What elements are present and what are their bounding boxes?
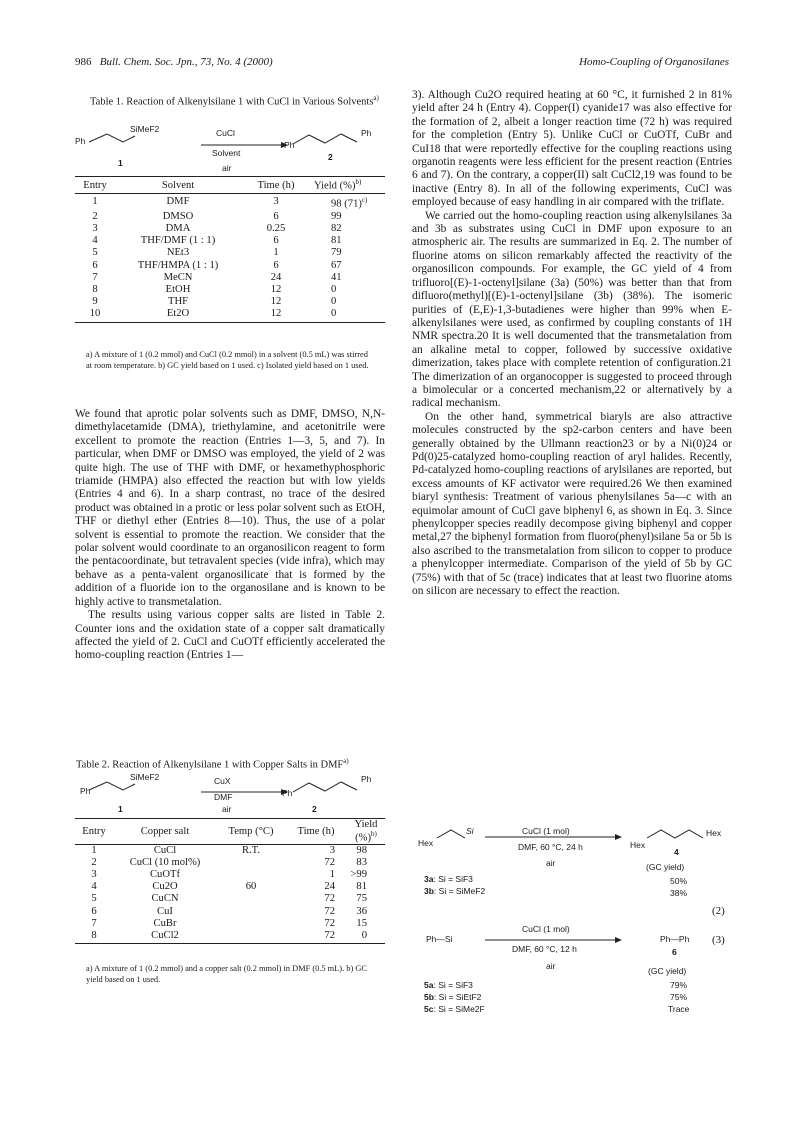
t2-cell: CuOTf xyxy=(149,868,180,880)
t2-cell: CuCl2 xyxy=(113,930,217,944)
t1-cell: 5 xyxy=(92,247,98,259)
right-paragraph-2: We carried out the homo-coupling reaction using alkenylsilanes 3a and 3b as substrates using CuCl in DMF upon exposure to an atmospheric air. The results are summarized in Eq. 2. The number of fluorine atoms on silicon remarkably affected the reactivity of the organosilicon compounds. For example, the GC yield of 4 from trifluoro[(E)-1-octenyl]silane (3a) (50%) was better than that from difluoro(methyl)[(E)-1-octenyl]silane (3b) (38%). The isomeric purities of (E,E)-1,3-butadienes were higher than 99% when E-alkenylsilanes were used, as confirmed by coupling constants of 1H NMR spectra.20 It is well documented that the transmetalation from an alkaline metal to copper, followed by successive oxidative dimerization, takes place with complete retention of configuration.21 The dimerization of an organocopper is suggested to proceed through a bimolecular or a concerted mechanism,22 or alternatively by a radical mechanism. xyxy=(412,209,732,410)
t2-cell: 1 xyxy=(329,868,335,880)
t2-cell: 72 xyxy=(324,893,335,905)
table-row xyxy=(75,906,385,918)
t2-cell: 72 xyxy=(285,930,347,944)
t2-cell: 98 xyxy=(356,844,367,856)
t1-reagent-top: CuCl xyxy=(216,128,235,138)
eq2-reagent-bottom: air xyxy=(546,858,556,868)
t2-cell: CuCN xyxy=(151,893,179,905)
table-row xyxy=(75,223,385,235)
t1-cell: 12 xyxy=(270,283,282,295)
table-row xyxy=(75,235,385,247)
t1-cell: 7 xyxy=(92,271,98,283)
eq2-yield-3b: 38% xyxy=(670,888,688,898)
t1-cell: MeCN xyxy=(163,271,193,283)
t2-cell: 1 xyxy=(91,844,97,856)
t2-product-ph-left: Ph xyxy=(282,788,293,798)
t1-cell: 12 xyxy=(270,296,282,308)
eq2-item-def: : Si = SiMeF2 xyxy=(433,886,486,896)
t1-cell: 10 xyxy=(75,308,115,322)
t1-cell: 0.25 xyxy=(266,222,286,234)
t2-cell: 24 xyxy=(324,881,335,893)
eq3-reagent-mid: DMF, 60 °C, 12 h xyxy=(512,944,577,954)
t2-product-ph-right: Ph xyxy=(361,774,372,784)
t1-cell-text: 98 (71) xyxy=(331,198,362,210)
t2-cell: Cu2O xyxy=(152,881,178,893)
table2 xyxy=(75,818,385,944)
table2-caption-text: Table 2. Reaction of Alkenylsilane 1 with Copper Salts in DMF xyxy=(76,759,344,771)
t1-cell: 0 xyxy=(311,308,385,322)
t1-product-ph-left: Ph xyxy=(284,140,295,150)
table-row xyxy=(75,893,385,905)
table-row xyxy=(75,211,385,223)
t2-cell: 75 xyxy=(356,893,367,905)
t1-cell: 6 xyxy=(273,210,279,222)
table-row xyxy=(75,869,385,881)
table-row xyxy=(75,284,385,296)
left-paragraph-2: The results using various copper salts are listed in Table 2. Counter ions and the oxidation state of a copper salt dramatically affected the yield of 2. CuCl and CuOTf efficiently accelerated the homo-coupling reaction (Entries 1— xyxy=(75,609,385,662)
table1-header-row xyxy=(75,177,385,194)
eq3-product: Ph—Ph xyxy=(660,934,690,944)
t2-cell: CuBr xyxy=(153,917,177,929)
t2-col-time: Time (h) xyxy=(285,819,347,845)
t1-cell: NEt3 xyxy=(166,247,190,259)
eq3-yield-5a: 79% xyxy=(670,980,688,990)
t1-cell xyxy=(311,194,385,211)
eq2-reagent-mid: DMF, 60 °C, 24 h xyxy=(518,842,583,852)
reactant-chain xyxy=(89,782,135,790)
eq3-product-label: 6 xyxy=(672,947,677,957)
t2-cell: 72 xyxy=(324,856,335,868)
table1 xyxy=(75,176,385,323)
t2-col-salt: Copper salt xyxy=(113,819,217,845)
t2-reagent-top: CuX xyxy=(214,776,231,786)
eq3-yield-5b: 75% xyxy=(670,992,688,1002)
eq3-item-def: : Si = SiF3 xyxy=(433,980,473,990)
t1-row1-sup: c) xyxy=(361,196,368,204)
table-row xyxy=(75,930,385,944)
t2-cell: 83 xyxy=(356,856,367,868)
t1-reagent-mid: Solvent xyxy=(212,148,241,158)
t2-cell: 8 xyxy=(75,930,113,944)
running-title: Homo-Coupling of Organosilanes xyxy=(579,56,729,68)
t1-cell: 4 xyxy=(92,235,98,247)
t2-col-yield-text: Yield (%) xyxy=(354,819,378,844)
t1-cell: THF xyxy=(167,296,188,308)
left-paragraph-1: We found that aprotic polar solvents such as DMF, DMSO, N,N-dimethylacetamide (DMA), triethylamine, and acetonitrile were excellent to promote the reaction (Entries 1—3, 5, and 7). In particular, when DMF or DMSO was employed, the yield of 2 was quite high. The use of THF with DMF, or hexamethyphosphoric triamide (HMPA) also effected the reaction but with low yields (Entries 4 and 6). In a sharp contrast, no trace of the desired product was obtained in a protic or less polar solvent such as EtOH, THF or diethyl ether (Entries 8—10). Thus, the use of a polar solvent is essential to promote the reaction. We consider that the polar solvent would coordinate to an organosilicon reagent to form the pentacoordinate, but tetravalent species (vide infra), which may behave as a penta-valent organosilicate that is formed by the addition of a fluoride ion to the organosilane and is known to be highly active to transmetalation. xyxy=(75,408,385,608)
product-chain xyxy=(293,782,357,792)
eq2-item-3b xyxy=(424,886,485,896)
t1-cell: THF/HMPA (1 : 1) xyxy=(137,259,219,271)
t2-col-yield xyxy=(347,819,385,845)
t2-cell: 2 xyxy=(91,856,97,868)
eq2-number: (2) xyxy=(712,905,725,917)
eq3-reagent-top: CuCl (1 mol) xyxy=(522,924,570,934)
t1-col-yield xyxy=(311,177,385,194)
eq2-reactant-hex: Hex xyxy=(418,838,434,848)
t1-cell: EtOH xyxy=(165,283,191,295)
t2-cell: CuI xyxy=(157,905,173,917)
eq3-item-label: 5a xyxy=(424,980,434,990)
t1-cell: 1 xyxy=(92,196,98,208)
t1-cell: 82 xyxy=(331,222,342,234)
t1-cell: 0 xyxy=(331,296,337,308)
eq3-item-def: : Si = SiEtF2 xyxy=(433,992,482,1002)
t1-reactant-ph: Ph xyxy=(75,136,86,146)
t1-cell: 9 xyxy=(92,296,98,308)
t2-reagent-mid: DMF xyxy=(214,792,233,802)
table-row xyxy=(75,308,385,322)
t2-reagent-bottom: air xyxy=(222,804,232,814)
eq3-reagent-bottom: air xyxy=(546,961,556,971)
t1-col-solvent: Solvent xyxy=(115,177,241,194)
t2-cell: 36 xyxy=(356,905,367,917)
right-paragraph-1: 3). Although Cu2O required heating at 60 °C, it furnished 2 in 81% yield after 24 h (Entry 4). Copper(I) cyanide17 was also effective for the formation of 2, albeit a longer reaction time (72 h) was required for the completion (Entry 5). Unlike CuCl or CuOTf, CuBr and CuI18 that were reportedly effective for the coupling reactions using organotin reagents were less efficient for the present reaction (Entries 6 and 7). On the contrary, a copper(II) salt CuCl2,19 was found to be inactive (Entry 8). In all of the following experiments, CuCl was employed because of easy handling in air compared with the triflate. xyxy=(412,89,732,209)
t1-cell: 79 xyxy=(331,247,342,259)
eq3-item-5c xyxy=(424,1004,485,1014)
table2-caption-sup: a) xyxy=(343,757,349,765)
table1-caption xyxy=(90,92,380,109)
eq3-number: (3) xyxy=(712,934,725,946)
t2-cell: 5 xyxy=(91,893,97,905)
t1-cell: THF/DMF (1 : 1) xyxy=(140,235,216,247)
eq2-item-def: : Si = SiF3 xyxy=(433,874,473,884)
eq2-yield-3a: 50% xyxy=(670,876,688,886)
t2-cell: 6 xyxy=(91,905,97,917)
table-row xyxy=(75,247,385,259)
page-number: 986 xyxy=(75,56,92,68)
t2-cell: 15 xyxy=(356,917,367,929)
t1-cell: DMA xyxy=(165,222,191,234)
t1-cell: 67 xyxy=(331,259,342,271)
left-body xyxy=(75,408,385,663)
t1-cell: 6 xyxy=(273,235,279,247)
eq3-yield-header: (GC yield) xyxy=(648,966,687,976)
table1-caption-text: Table 1. Reaction of Alkenylsilane 1 with CuCl in Various Solvents xyxy=(90,96,374,108)
t1-col-yield-text: Yield (%) xyxy=(314,180,356,192)
t2-cell: 81 xyxy=(356,881,367,893)
t1-cell: 99 xyxy=(331,210,342,222)
eq3-item-5b xyxy=(424,992,481,1002)
eq2-item-label: 3b xyxy=(424,886,434,896)
t2-col-temp: Temp (°C) xyxy=(217,819,285,845)
eq2-bonds xyxy=(415,820,735,860)
t1-cell: 2 xyxy=(92,210,98,222)
page-header-right xyxy=(579,56,729,68)
t1-cell: Et2O xyxy=(115,308,241,322)
t2-cell: 7 xyxy=(91,917,97,929)
table-row xyxy=(75,272,385,284)
product-chain xyxy=(293,134,357,144)
table-row xyxy=(75,296,385,308)
t1-reagent-bottom: air xyxy=(222,163,232,173)
table1-caption-sup: a) xyxy=(373,94,379,102)
eq2-item-label: 3a xyxy=(424,874,434,884)
t2-col-entry: Entry xyxy=(75,819,113,845)
eq3-item-def: : Si = SiMe2F xyxy=(433,1004,485,1014)
table-row xyxy=(75,844,385,857)
t2-cell xyxy=(217,918,285,930)
t1-cell: DMSO xyxy=(162,210,194,222)
t1-product-label: 2 xyxy=(328,152,333,162)
eq2-reagent-top: CuCl (1 mol) xyxy=(522,826,570,836)
eq2-product-hex-right: Hex xyxy=(706,828,722,838)
eq3-yield-5c: Trace xyxy=(668,1004,690,1014)
eq2-arrow-head xyxy=(615,834,622,840)
t2-cell: 0 xyxy=(347,930,385,944)
t2-cell xyxy=(217,869,285,881)
t2-cell xyxy=(217,930,285,944)
eq2-product-label: 4 xyxy=(674,847,679,857)
right-body xyxy=(412,89,732,598)
eq3-reactant: Ph—Si xyxy=(426,934,453,944)
table-row xyxy=(75,194,385,211)
eq2-product-hex-left: Hex xyxy=(630,840,646,850)
t2-cell: 4 xyxy=(91,881,97,893)
t1-cell: DMF xyxy=(166,196,190,208)
t2-product-label: 2 xyxy=(312,804,317,814)
t1-product-ph-right: Ph xyxy=(361,128,372,138)
t2-cell xyxy=(217,893,285,905)
t1-cell: 12 xyxy=(241,308,311,322)
t1-cell: 6 xyxy=(92,259,98,271)
t2-cell xyxy=(217,857,285,869)
t2-cell: 3 xyxy=(91,868,97,880)
eq3-item-label: 5c xyxy=(424,1004,434,1014)
t2-yield-sup: b) xyxy=(371,830,377,838)
t2-cell: 72 xyxy=(324,917,335,929)
eq2-item-3a xyxy=(424,874,473,884)
reactant-chain xyxy=(89,134,135,142)
page-header-left xyxy=(75,56,273,68)
t1-col-entry: Entry xyxy=(75,177,115,194)
t2-cell: >99 xyxy=(350,868,367,880)
t1-cell: 6 xyxy=(273,259,279,271)
table-row xyxy=(75,881,385,893)
t2-reactant-group: SiMeF2 xyxy=(130,772,160,782)
t2-reactant-ph: Ph xyxy=(80,786,91,796)
t1-cell: 81 xyxy=(331,235,342,247)
t1-cell: 3 xyxy=(273,196,279,208)
eq3-item-5a xyxy=(424,980,473,990)
t2-cell: CuCl (10 mol%) xyxy=(129,856,201,868)
t1-cell: 41 xyxy=(331,271,342,283)
t1-cell: 8 xyxy=(92,283,98,295)
t2-reactant-label: 1 xyxy=(118,804,123,814)
t1-cell: 0 xyxy=(331,283,337,295)
eq2-yield-header: (GC yield) xyxy=(646,862,685,872)
eq3-item-label: 5b xyxy=(424,992,434,1002)
eq2-product-chain xyxy=(647,830,703,838)
journal-citation: Bull. Chem. Soc. Jpn., 73, No. 4 (2000) xyxy=(99,56,273,68)
table-row xyxy=(75,260,385,272)
t2-cell: 3 xyxy=(329,844,335,856)
t2-cell xyxy=(217,906,285,918)
t2-cell: 72 xyxy=(324,905,335,917)
t1-col-time: Time (h) xyxy=(241,177,311,194)
t1-cell: 3 xyxy=(92,222,98,234)
t1-reactant-group: SiMeF2 xyxy=(130,124,160,134)
t2-cell: R.T. xyxy=(241,844,261,856)
eq2-reactant-si: Si xyxy=(466,826,474,836)
eq3-arrow-head xyxy=(615,937,622,943)
table-row xyxy=(75,918,385,930)
table2-header-row xyxy=(75,819,385,845)
t2-cell: 60 xyxy=(245,881,257,893)
t2-cell: CuCl xyxy=(153,844,177,856)
eq2-reactant-chain xyxy=(437,830,465,838)
t1-reactant-label: 1 xyxy=(118,158,123,168)
t1-cell: 1 xyxy=(273,247,279,259)
table2-footnote: a) A mixture of 1 (0.2 mmol) and a copper salt (0.2 mmol) in DMF (0.5 mL). b) GC yield based on 1 used. xyxy=(86,964,367,984)
t1-cell: 24 xyxy=(270,271,282,283)
table1-footnote: a) A mixture of 1 (0.2 mmol) and CuCl (0.2 mmol) in a solvent (0.5 mL) was stirred at room temperature. b) GC yield based on 1 used. c) Isolated yield based on 1 used. xyxy=(86,350,369,370)
t1-yield-sup: b) xyxy=(355,178,362,187)
table-row xyxy=(75,857,385,869)
right-paragraph-3: On the other hand, symmetrical biaryls are also attractive molecules constructed by the sp2-carbon centers and have been generally obtained by the Ullmann reaction23 or by a Ni(0)24 or Pd(0)25-catalyzed homo-coupling reaction of aryl halides. Recently, Pd-catalyzed homo-coupling reactions of arylsilanes are reported, but excess amounts of KF activator were required.26 We then examined biaryl synthesis: Treatment of various phenylsilanes 5a—c with an equimolar amount of CuCl gave biphenyl 6, as shown in Eq. 3. Since phenylcopper species readily decompose giving biphenyl and copper metal,27 the biphenyl formation from fluoro(phenyl)silane 5a or 5b is also ascribed to the transmetalation from silicon to copper to produce a phenylcopper intermediate. Comparison of the yield of 5b by GC (75%) with that of 5c (trace) indicates that at least two fluorine atoms on silicon are necessary to effect the reaction. xyxy=(412,410,732,598)
